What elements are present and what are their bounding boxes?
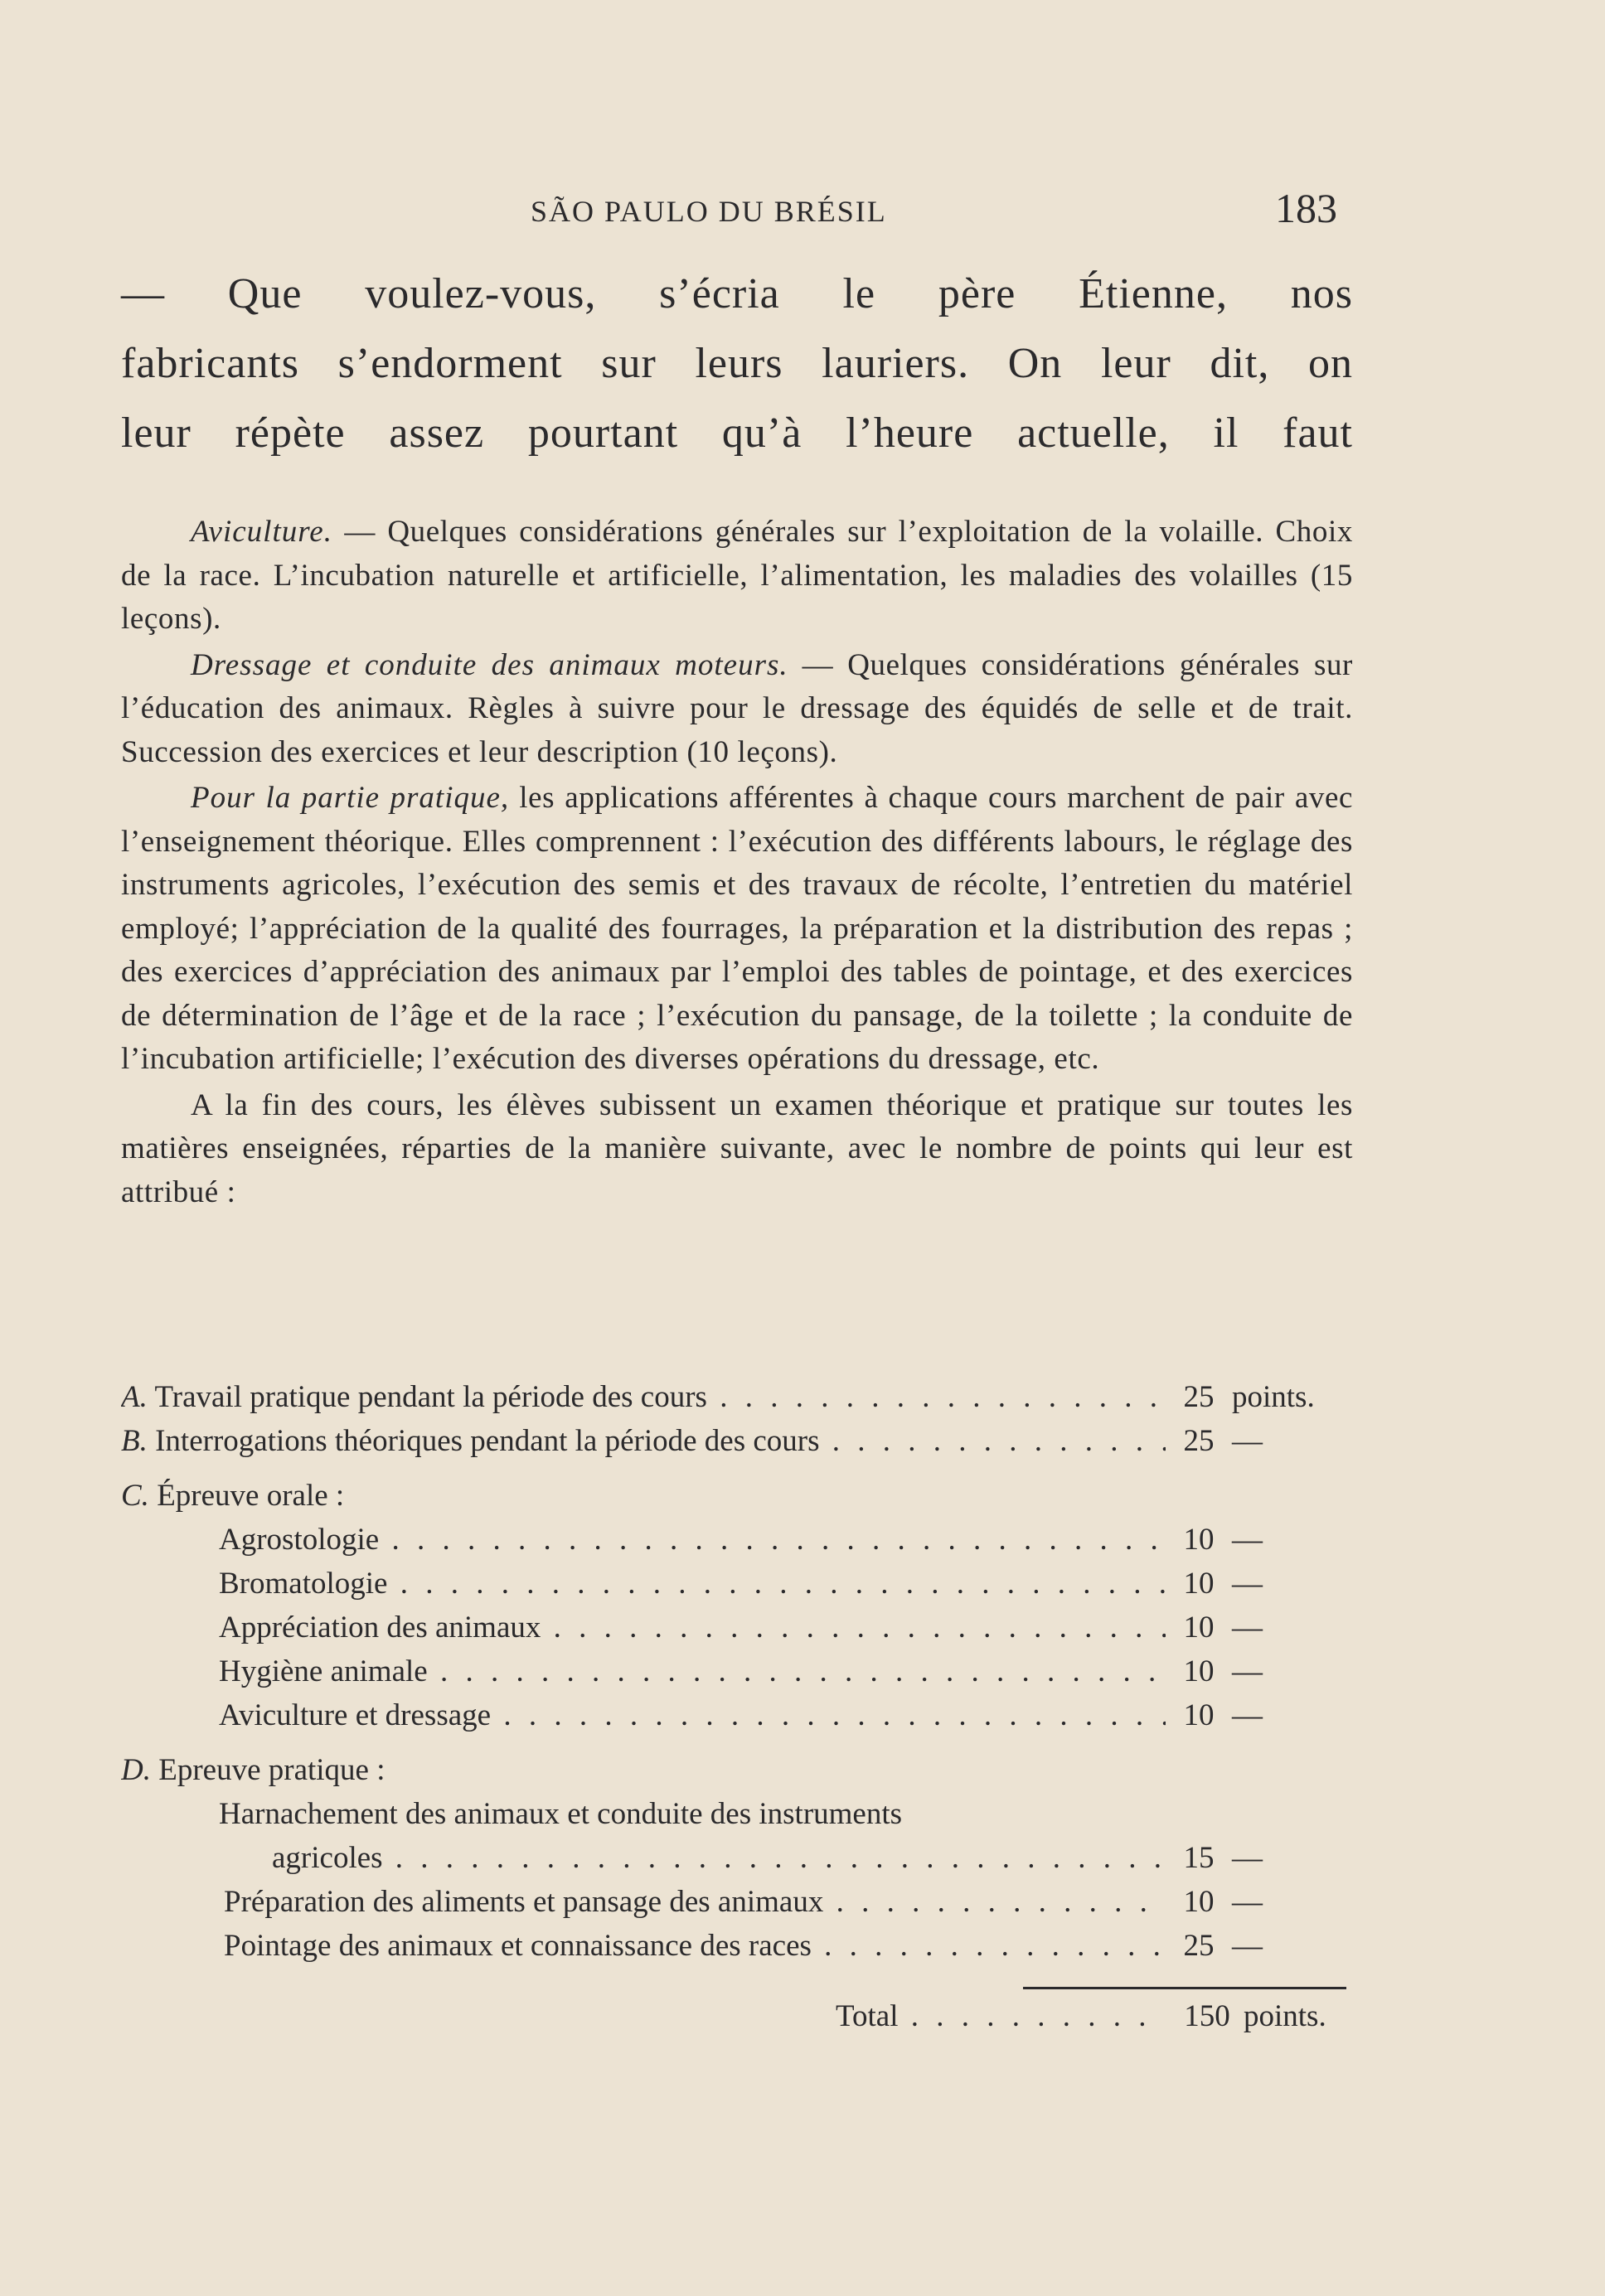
- score-label: Agrostologie . . .: [219, 1522, 1166, 1565]
- score-label: A. Travail pratique pendant la période des cours . . .: [121, 1379, 1166, 1422]
- score-value: 25: [1174, 1928, 1224, 1964]
- total-rule: [1023, 1987, 1346, 1989]
- score-value: 10: [1174, 1522, 1224, 1557]
- score-section-heading: [121, 1478, 1356, 1521]
- score-label: agricoles . . .: [272, 1840, 1166, 1883]
- score-unit: —: [1232, 1929, 1263, 1963]
- score-row: [121, 1522, 1356, 1565]
- running-title: SÃO PAULO DU BRÉSIL: [531, 195, 887, 228]
- score-unit: —: [1232, 1424, 1263, 1458]
- score-row: [121, 1840, 1356, 1883]
- score-value: 10: [1174, 1566, 1224, 1601]
- score-label: Appréciation des animaux . . .: [219, 1610, 1166, 1653]
- score-label: C. Épreuve orale :: [121, 1479, 345, 1513]
- score-value: 10: [1174, 1698, 1224, 1733]
- total-label: Total . . .: [836, 1998, 1166, 2042]
- score-letter: B.: [121, 1424, 148, 1458]
- paragraph-text: les applications afférentes à chaque cours marchent de pair avec l’enseignement théorique. Elles comprennent : l’exécution des différents labours, le réglage des instruments agricoles, l’exécution des semis et des travaux de récolte, l’entretien du matériel employé; l’appréciation de la qualité des fourrages, la préparation et la distribution des repas ; des exercices d’appréciation des animaux par l’emploi des tables de pointage, et des exercices de détermination de l’âge et de la race ; l’exécution du pansage, de la toilette ; la conduite de l’incubation artificielle; l’exécution des diverses opérations du dressage, etc.: [121, 781, 1353, 1076]
- paragraph-title: Dressage et conduite des animaux moteurs.: [191, 647, 788, 682]
- total-value: 150: [1174, 1998, 1240, 2034]
- score-value: 25: [1174, 1379, 1224, 1415]
- total-unit: points.: [1244, 1999, 1326, 2033]
- score-row: [121, 1610, 1356, 1653]
- dialogue-line: — Que voulez-vous, s’écria le père Étienne, nos: [121, 270, 1353, 317]
- score-letter: A.: [121, 1380, 148, 1414]
- score-unit: —: [1232, 1654, 1263, 1688]
- score-row: [121, 1698, 1356, 1741]
- score-unit: —: [1232, 1841, 1263, 1875]
- course-descriptions: [121, 511, 1353, 1217]
- score-label: B. Interrogations théoriques pendant la période des cours . . .: [121, 1423, 1166, 1466]
- running-head: [0, 184, 1605, 234]
- score-row-continued: [121, 1796, 1356, 1839]
- score-unit: points.: [1232, 1380, 1315, 1414]
- score-row: [121, 1654, 1356, 1697]
- paragraph-aviculture: [121, 511, 1353, 642]
- paragraph-pratique: [121, 777, 1353, 1082]
- score-row: [121, 1928, 1356, 1971]
- score-unit: —: [1232, 1698, 1263, 1732]
- score-row: [121, 1379, 1356, 1422]
- paragraph-text: — Quelques considérations générales sur l’éducation des animaux. Règles à suivre pour le dressage des équidés de selle et de trait. Succession des exercices et leur description (10 leçons).: [121, 647, 1353, 769]
- page-number: 183: [1275, 185, 1337, 231]
- score-unit: —: [1232, 1523, 1263, 1557]
- score-value: 10: [1174, 1654, 1224, 1689]
- score-label: Bromatologie . . .: [219, 1566, 1166, 1609]
- score-label: Préparation des aliments et pansage des animaux . . .: [224, 1884, 1166, 1927]
- score-unit: —: [1232, 1567, 1263, 1601]
- paragraph-title: Aviculture.: [191, 515, 332, 549]
- dialogue-paragraph: [121, 259, 1353, 468]
- paragraph-dressage: [121, 644, 1353, 775]
- score-label: D. Epreuve pratique :: [121, 1753, 385, 1787]
- score-section-heading: [121, 1752, 1356, 1795]
- score-row: [121, 1423, 1356, 1466]
- paragraph-title: Pour la partie pratique,: [191, 781, 510, 815]
- score-unit: —: [1232, 1885, 1263, 1919]
- score-letter: C.: [121, 1479, 149, 1513]
- score-value: 25: [1174, 1423, 1224, 1459]
- dialogue-line: fabricants s’endorment sur leurs lauriers. On leur dit, on: [121, 340, 1353, 387]
- paragraph-examen: A la fin des cours, les élèves subissent un examen théorique et pratique sur toutes les matières enseignées, réparties de la manière suivante, avec le nombre de points qui leur est attribué :: [121, 1087, 1353, 1209]
- dialogue-line: leur répète assez pourtant qu’à l’heure actuelle, il faut: [121, 409, 1353, 457]
- score-value: 15: [1174, 1840, 1224, 1876]
- score-row: [121, 1566, 1356, 1609]
- score-value: 10: [1174, 1610, 1224, 1645]
- score-label: Pointage des animaux et connaissance des races . . .: [224, 1928, 1166, 1971]
- score-label: Harnachement des animaux et conduite des instruments: [219, 1797, 903, 1831]
- score-row: [121, 1884, 1356, 1927]
- score-letter: D.: [121, 1753, 151, 1787]
- paragraph-text: — Quelques considérations générales sur l’exploitation de la volaille. Choix de la race. L’incubation naturelle et artificielle, l’alimentation, les maladies des volailles (15 leçons).: [121, 515, 1353, 636]
- score-label: Hygiène animale . . .: [219, 1654, 1166, 1697]
- score-label: Aviculture et dressage . . .: [219, 1698, 1166, 1741]
- score-value: 10: [1174, 1884, 1224, 1920]
- total-row: [121, 1998, 1356, 2042]
- score-unit: —: [1232, 1611, 1263, 1644]
